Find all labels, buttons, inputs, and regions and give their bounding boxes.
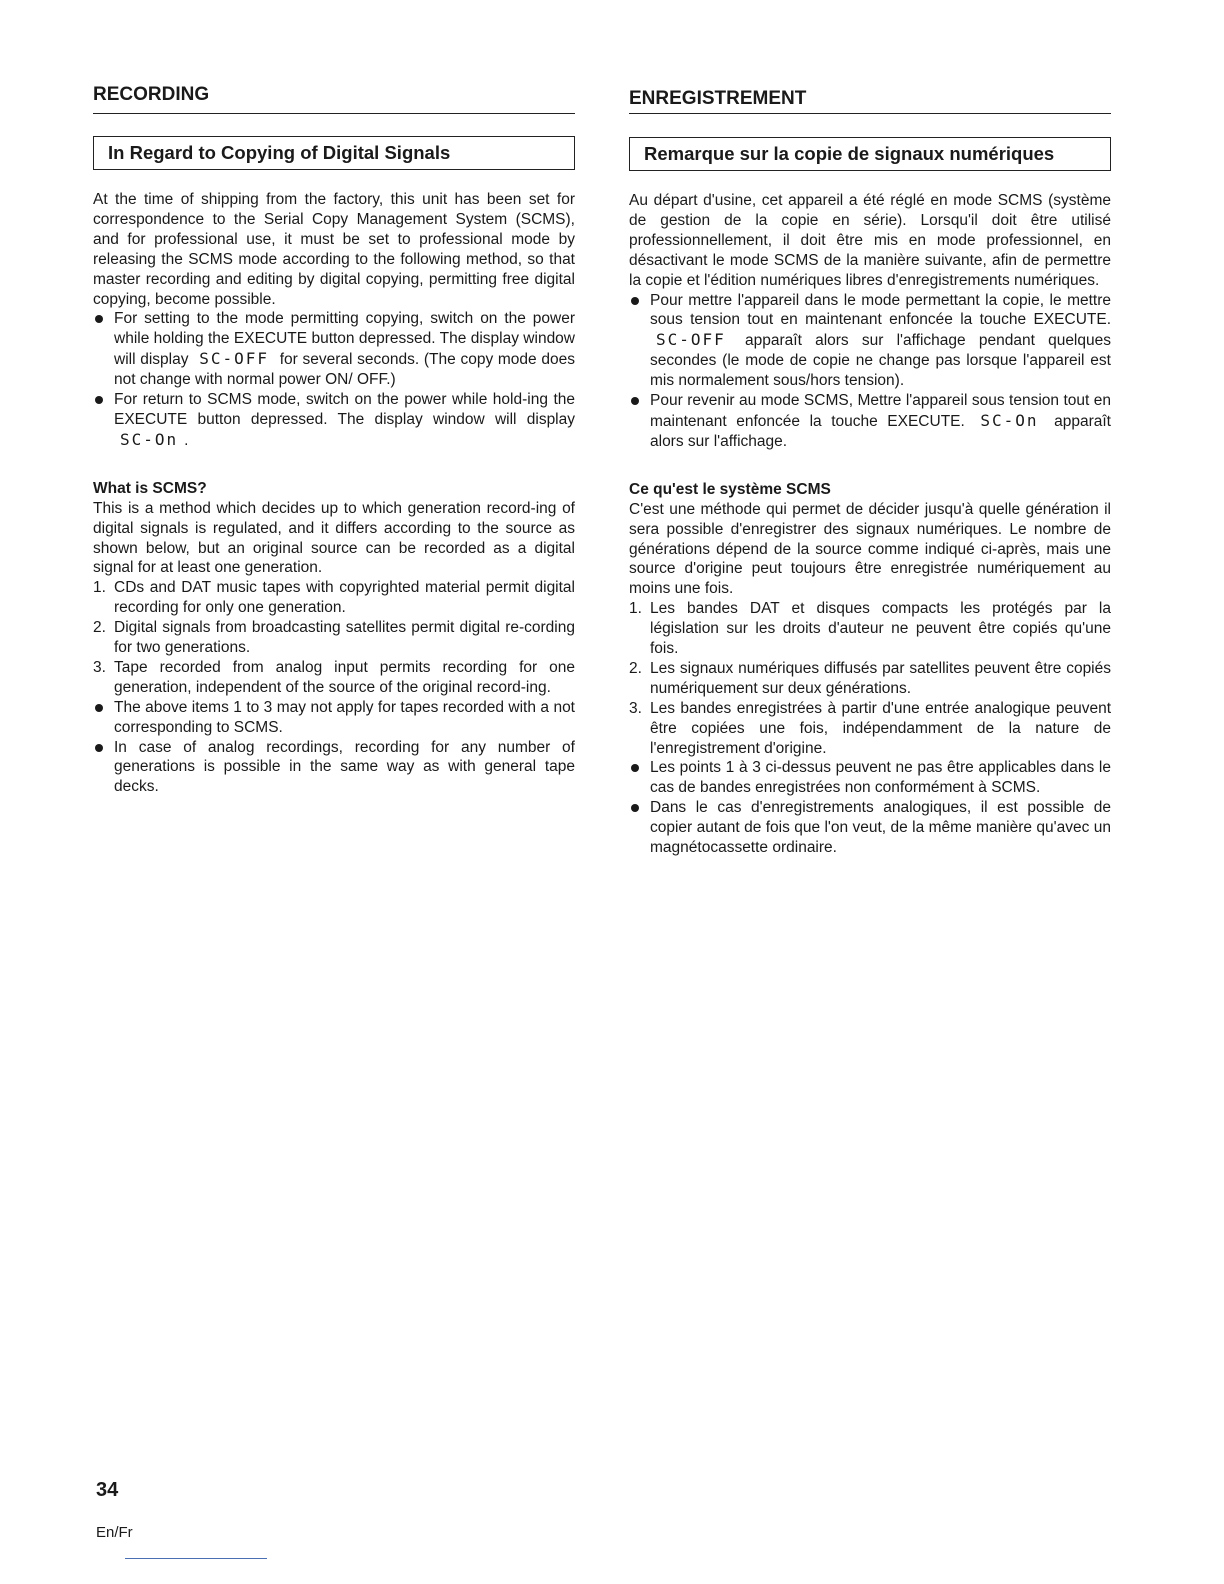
list-item: 2. Les signaux numériques diffusés par satellites peuvent être copiés numériquement sur deux générations.	[629, 659, 1111, 697]
section-title-recording: RECORDING	[93, 84, 575, 114]
scms-paragraph: This is a method which decides up to which generation record-ing of digital signals is regulated, and it differs according to the source as shown below, but an original source can be recorded as a digital signal for at least one generation.	[93, 499, 575, 577]
page-number: 34	[96, 1479, 119, 1501]
note-bullets	[93, 698, 575, 798]
bullet-dot-icon	[95, 315, 103, 323]
setting-bullets	[629, 291, 1111, 452]
section-title-enregistrement: ENREGISTREMENT	[629, 84, 1111, 114]
generation-list	[93, 578, 575, 697]
bullet-analog-recordings: In case of analog recordings, recording for any number of generations is possible in the same way as with general tape decks.	[93, 738, 575, 798]
bullet-dot-icon	[631, 397, 639, 405]
list-item: 3. Les bandes enregistrées à partir d'une entrée analogique peuvent être copiées une fois, indépendamment de la nature de l'enregistrement d'origine.	[629, 699, 1111, 757]
bullet-dot-icon	[95, 704, 103, 712]
bullet-copy-mode: For setting to the mode permitting copying, switch on the power while holding the EXECUTE button depressed. The display window will display SC-OFF for several seconds. (The copy mode does not change with normal power ON/ OFF.)	[93, 309, 575, 390]
bullet-items-not-apply: Les points 1 à 3 ci-dessus peuvent ne pas être applicables dans le cas de bandes enregistrées non conformément à SCMS.	[629, 758, 1111, 798]
bullet-dot-icon	[631, 804, 639, 812]
list-item: 1. CDs and DAT music tapes with copyrighted material permit digital recording for only one generation.	[93, 579, 575, 617]
subheading-what-is-scms: Ce qu'est le système SCMS	[629, 480, 831, 498]
bullet-analog-recordings: Dans le cas d'enregistrements analogiques, il est possible de copier autant de fois que l'on veut, de la même manière qu'avec un magnétocassette ordinaire.	[629, 798, 1111, 858]
bullet-scms-return: For return to SCMS mode, switch on the power while hold-ing the EXECUTE button depressed. The display window will display SC-On .	[93, 390, 575, 451]
bullet-dot-icon	[631, 297, 639, 305]
bullet-dot-icon	[95, 396, 103, 404]
footer-divider	[125, 1558, 267, 1559]
intro-paragraph: Au départ d'usine, cet appareil a été réglé en mode SCMS (système de gestion de la copie en série). Lorsqu'il doit être utilisé professionnellement, il doit être mis en mode professionnel, en désactivant le mode SCMS de la manière suivante, afin de permettre la copie et l'édition numériques libres d'enregistrements numériques.	[629, 192, 1111, 289]
display-sc-on: SC-On	[120, 429, 179, 449]
french-column	[629, 84, 1111, 858]
subheading-what-is-scms: What is SCMS?	[93, 479, 207, 497]
bullet-dot-icon	[631, 764, 639, 772]
bullet-scms-return: Pour revenir au mode SCMS, Mettre l'appareil sous tension tout en maintenant enfoncée la touche EXECUTE. SC-On apparaît alors sur l'affichage.	[629, 391, 1111, 452]
language-code: En/Fr	[96, 1524, 133, 1541]
list-item: 3. Tape recorded from analog input permits recording for one generation, independent of the source of the original record-ing.	[93, 658, 575, 696]
display-sc-on: SC-On	[980, 410, 1039, 430]
english-column	[93, 84, 575, 797]
boxed-heading-copie: Remarque sur la copie de signaux numériques	[629, 137, 1111, 171]
setting-bullets	[93, 309, 575, 450]
intro-paragraph: At the time of shipping from the factory, this unit has been set for correspondence to the Serial Copy Management System (SCMS), and for professional use, it must be set to professional mode by releasing the SCMS mode according to the following method, so that master recording and editing by digital copying, permitting free digital copying, become possible.	[93, 191, 575, 308]
scms-paragraph: C'est une méthode qui permet de décider jusqu'à quelle génération il sera possible d'enregistrer des signaux numériques. Le nombre de générations dépend de la source comme indiqué ci-après, mais une source d'origine peut toujours être enregistrée numériquement au moins une fois.	[629, 500, 1111, 598]
bullet-items-not-apply: The above items 1 to 3 may not apply for tapes recorded with a not corresponding to SCMS.	[93, 698, 575, 738]
display-sc-off: SC-OFF	[199, 349, 269, 369]
note-bullets	[629, 758, 1111, 858]
list-item: 2. Digital signals from broadcasting satellites permit digital re-cording for two generations.	[93, 619, 575, 657]
bullet-copy-mode: Pour mettre l'appareil dans le mode permettant la copie, le mettre sous tension tout en maintenant enfoncée la touche EXECUTE. SC-OFF apparaît alors sur l'affichage pendant quelques secondes (le mode de copie ne change pas lorsque l'appareil est mis normalement sous/hors tension).	[629, 291, 1111, 392]
boxed-heading-copying: In Regard to Copying of Digital Signals	[93, 136, 575, 170]
list-item: 1. Les bandes DAT et disques compacts les protégés par la législation sur les droits d'auteur ne peuvent être copiés qu'une fois.	[629, 600, 1111, 658]
bullet-dot-icon	[95, 744, 103, 752]
generation-list	[629, 599, 1111, 758]
display-sc-off: SC-OFF	[656, 330, 726, 350]
